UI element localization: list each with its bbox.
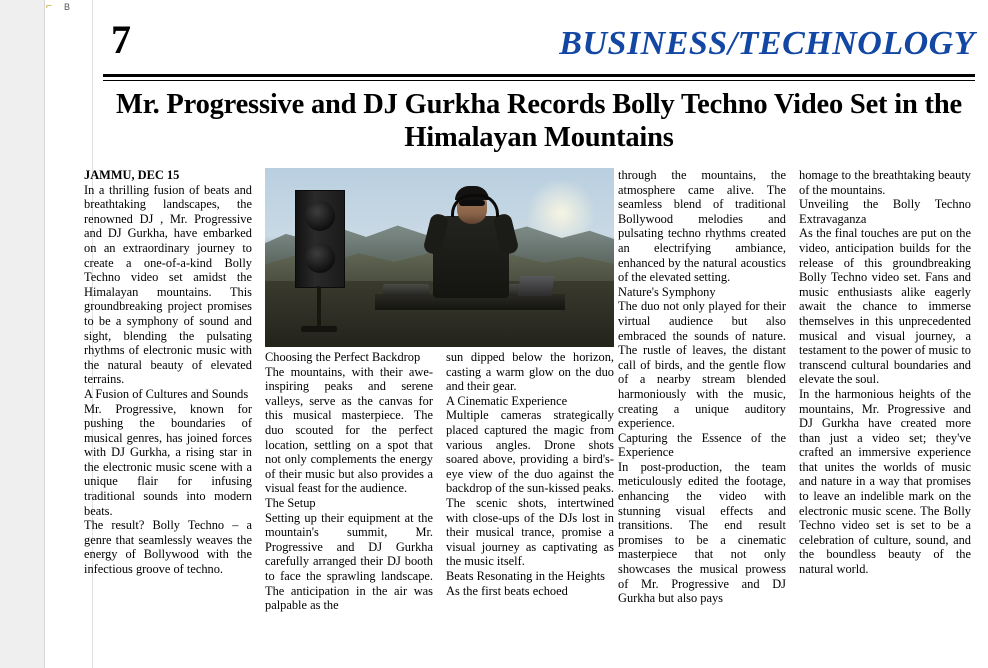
subhead: Capturing the Essence of the Experience [618,430,786,460]
crop-mark-icon: ⌐ [46,1,52,12]
subhead: A Fusion of Cultures and Sounds [84,386,249,401]
subhead: Beats Resonating in the Heights [446,568,605,583]
dateline: JAMMU, DEC 15 [84,168,180,182]
page-number: 7 [111,17,131,62]
paragraph: Setting up their equipment at the mountain's summit, Mr. Progressive and DJ Gurkha carefully arranged their DJ booth to face the sprawling landscape. The anticipation in the air was palpable as the [265,510,433,613]
photo-caption: Choosing the Perfect Backdrop [265,350,421,364]
speaker-stand [317,286,321,330]
masthead [103,18,975,70]
body-column-5 [799,168,971,577]
subhead: Nature's Symphony [618,284,716,299]
subhead: Unveiling the Bolly Techno Extravaganza [799,197,971,226]
speaker-cone-upper [305,201,335,231]
paragraph: In a thrilling fusion of beats and breathtaking landscapes, the renowned DJ , Mr. Progressive and DJ Gurkha, have embarked on an extraordinary journey to create a one-of-a-kind Bolly Techno video set amidst the Himalayan mountains. This groundbreaking project promises to be a symphony of sound and sight, blending the pulsating rhythms of electronic music with the natural beauty of elevated terrains. [84,182,252,387]
section-letter-label: B [64,2,71,12]
paragraph: Mr. Progressive, known for pushing the boundaries of musical genres, has joined forces with DJ Gurkha, a rising star in the electronic music scene with a unique flair for infusing traditional sounds into modern beats. [84,401,252,518]
subhead: The Setup [265,495,316,510]
paragraph: In post-production, the team meticulously edited the footage, enhancing the video with stunning visual effects and transitions. The end result promises to be a cinematic masterpiece that not only showcases the musical prowess of Mr. Progressive and DJ Gurkha but also pays [618,459,786,606]
body-column-3 [446,350,614,598]
paragraph [84,168,252,183]
speaker-base [301,326,337,332]
paragraph: As the first beats echoed [446,583,568,598]
paragraph: homage to the breathtaking beauty of the mountains. [799,168,971,197]
body-column-1 [84,168,252,577]
paragraph: The result? Bolly Techno – a genre that seamlessly weaves the energy of Bollywood with the infectious groove of techno. [84,518,252,577]
section-title: BUSINESS/TECHNOLOGY [559,25,975,62]
paragraph: The mountains, with their awe-inspiring peaks and serene valleys, serve as the canvas for this musical masterpiece. The duo scouted for the perfect location, settling on a spot that not only complements the energy of their music but also provides a visual feast for the audience. [265,364,433,496]
photo-image [265,168,614,347]
paragraph: As the final touches are put on the video, anticipation builds for the release of this groundbreaking Bolly Techno video set. Fans and music enthusiasts alike eagerly await the chance to immerse themselves in this unprecedented musical and visual journey, a testament to the power of music to transcend cultural boundaries and elevate the soul. [799,226,971,387]
dj-deck-left [383,284,429,296]
laptop-icon [518,276,555,296]
masthead-rule-thick [103,74,975,77]
masthead-rule-thin [103,80,975,81]
article-photo [265,168,614,347]
paragraph: through the mountains, the atmosphere came alive. The seamless blend of traditional Bollywood melodies and pulsating techno rhythms created an electrifying ambiance, enhanced by the natural acoustics of the elevated setting. [618,168,786,285]
article-headline: Mr. Progressive and DJ Gurkha Records Bolly Techno Video Set in the Himalayan Mountains [116,89,962,153]
paragraph: sun dipped below the horizon, casting a warm glow on the duo and their gear. [446,350,614,394]
body-column-2 [265,350,433,613]
body-column-4 [618,168,786,606]
paragraph: The duo not only played for their virtual audience but also embraced the sounds of nature. The rustle of leaves, the distant call of birds, and the gentle flow of a nearby stream blended harmoniously with the music, creating a unique auditory experience. [618,299,786,431]
paragraph: Multiple cameras strategically placed captured the magic from various angles. Drone shots soared above, providing a bird's-eye view of the duo against the backdrop of the sun-kissed peaks. The scenic shots, intertwined with close-ups of the DJs lost in their musical trance, promise a visual journey as captivating as the music itself. [446,408,614,569]
pa-speaker-icon [295,190,345,288]
page-left-gutter [0,0,44,668]
article-body [84,168,980,664]
headphones-icon [451,194,499,217]
gutter-rule-primary [44,0,45,668]
paragraph: In the harmonious heights of the mountains, Mr. Progressive and DJ Gurkha have created more than just a video set; they've crafted an immersive experience that unites the worlds of music and nature in a way that promises to leave an indelible mark on the electronic music scene. The Bolly Techno video set is set to be a celebration of culture, sound, and the boundless beauty of the natural world. [799,386,971,577]
speaker-cone-lower [305,243,335,273]
subhead: A Cinematic Experience [446,393,568,408]
